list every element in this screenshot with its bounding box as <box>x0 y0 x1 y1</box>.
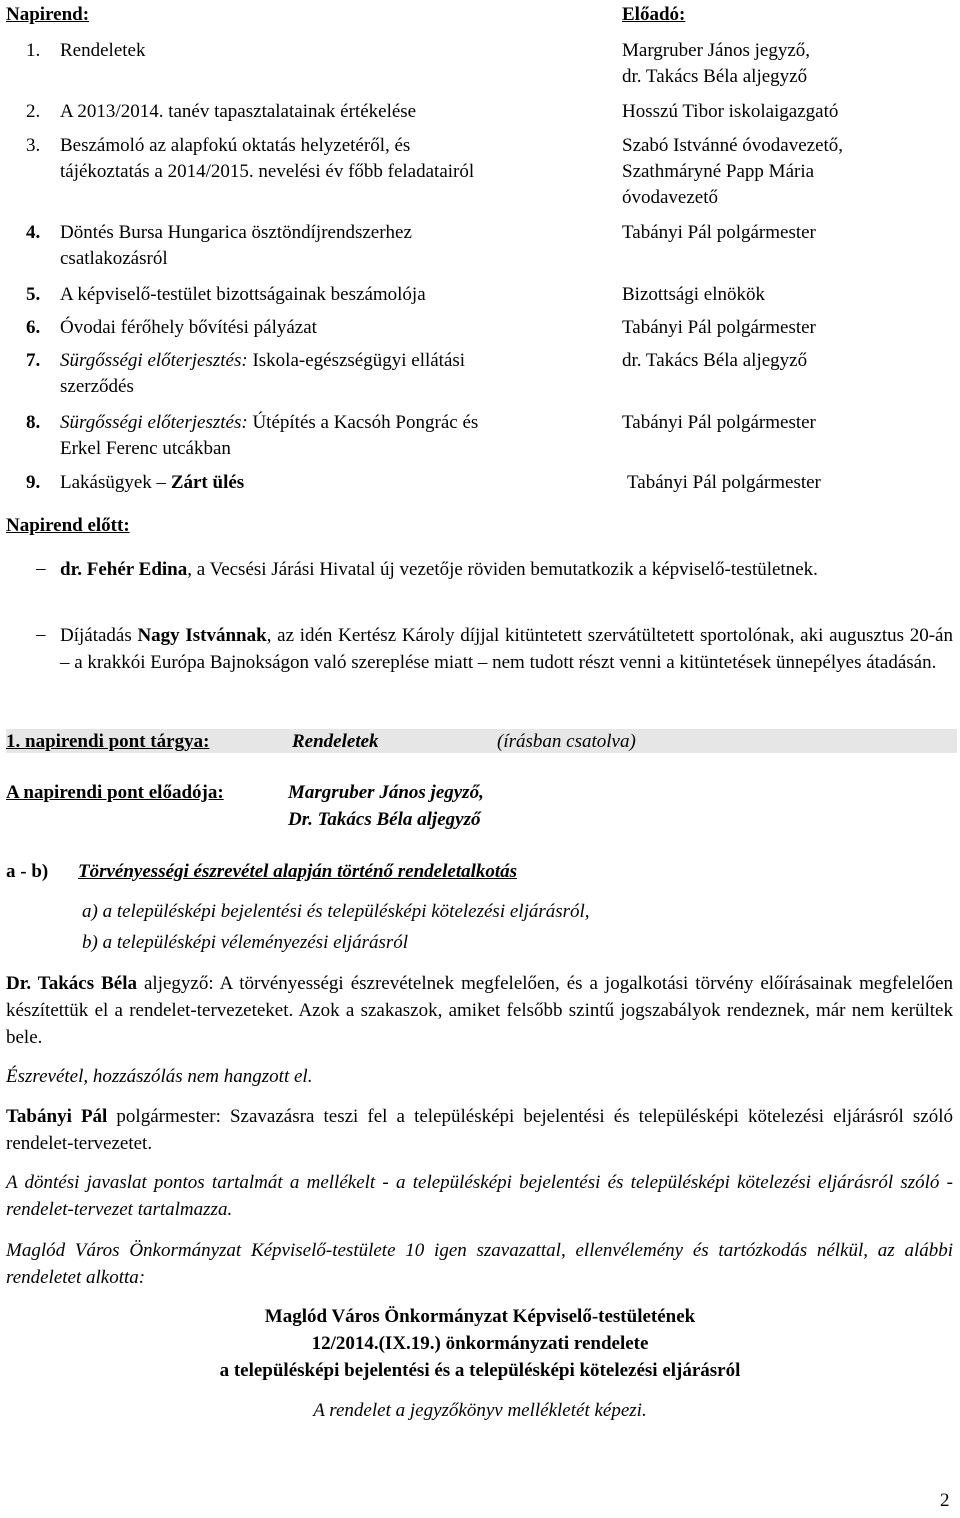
agenda-presenter: Tabányi Pál polgármester <box>622 222 816 243</box>
decree-line-1: Maglód Város Önkormányzat Képviselő-testületének <box>264 1306 696 1327</box>
agenda-title: szerződés <box>60 376 134 397</box>
paragraph-proposal: A döntési javaslat pontos tartalmát a mellékelt - a településképi bejelentési és településképi kötelezési eljárásról szóló - rendelet-tervezet tartalmazza. <box>6 1172 953 1220</box>
agenda-presenter: Margruber János jegyző, <box>622 40 811 61</box>
speaker-text: aljegyző: A törvényességi észrevételnek megfelelően, és a jogalkotási törvény előírásainak megfelelően készítettük el a rendelet-tervezeteket. Azok a szakaszok, amiket felsőbb szintű jogszabályok rendeznek, már nem kerültek bele. <box>6 973 954 1048</box>
point-heading-title: Rendeletek <box>292 731 379 752</box>
pre-agenda-text <box>60 622 953 676</box>
urgent-prefix: Sürgősségi előterjesztés: <box>60 350 248 371</box>
point-heading-label: 1. napirendi pont tárgya: <box>6 731 210 752</box>
paragraph-no-comments: Észrevétel, hozzászólás nem hangzott el. <box>6 1066 313 1087</box>
agenda-title-text: Iskola-egészségügyi ellátási <box>252 350 466 371</box>
point-presenter-name: Dr. Takács Béla aljegyző <box>288 809 481 830</box>
agenda-presenter: Szabó Istvánné óvodavezető, <box>622 135 844 156</box>
pre-agenda-start: Díjátadás <box>60 625 138 646</box>
agenda-title <box>60 410 478 436</box>
sub-item-b: b) a településképi véleményezési eljárásról <box>82 932 409 953</box>
agenda-title: Beszámoló az alapfokú oktatás helyzetéről, és <box>60 135 411 156</box>
person-name: Fehér Edina <box>86 559 188 580</box>
agenda-num: 5. <box>26 284 41 305</box>
decree-line-2: 12/2014.(IX.19.) önkormányzati rendelete <box>311 1333 649 1354</box>
agenda-num: 1. <box>26 40 41 61</box>
pre-agenda-text <box>60 556 953 583</box>
agenda-num: 9. <box>26 472 41 493</box>
agenda-title-text: Útépítés a Kacsóh Pongrác és <box>252 412 479 433</box>
point-heading-note: (írásban csatolva) <box>497 731 636 752</box>
agenda-presenter: Tabányi Pál polgármester <box>622 412 816 433</box>
page-number: 2 <box>940 1490 950 1511</box>
sub-label: a - b) <box>6 861 49 882</box>
speaker-name: Tabányi Pál <box>6 1106 108 1127</box>
urgent-prefix: Sürgősségi előterjesztés: <box>60 412 248 433</box>
agenda-num: 2. <box>26 101 41 122</box>
agenda-title: Döntés Bursa Hungarica ösztöndíjrendszerhez <box>60 222 412 243</box>
agenda-title: Rendeletek <box>60 40 146 61</box>
closed-session-label: Zárt ülés <box>170 472 245 493</box>
presenter-column-label: Előadó: <box>622 4 686 25</box>
agenda-num: 3. <box>26 135 41 156</box>
agenda-presenter: Szathmáryné Papp Mária <box>622 161 815 182</box>
point-presenter-name: Margruber János jegyző, <box>288 782 484 803</box>
pre-agenda-body: , az idén Kertész Károly díjjal kitüntetett szervátültetett sportolónak, aki augusztus 20-án – a krakkói Európa Bajnokságon való szereplése miatt – nem tudott részt venni a kitüntetések ünnepélyes átadásán. <box>60 625 953 673</box>
agenda-title: csatlakozásról <box>60 248 168 269</box>
agenda-presenter: dr. Takács Béla aljegyző <box>622 66 808 87</box>
agenda-num: 8. <box>26 412 41 433</box>
sub-title: Törvényességi észrevétel alapján történő rendeletalkotás <box>78 861 518 882</box>
agenda-num: 4. <box>26 222 41 243</box>
decree-line-3: a településképi bejelentési és a településképi kötelezési eljárásról <box>219 1360 741 1381</box>
agenda-num: 7. <box>26 350 41 371</box>
agenda-presenter: dr. Takács Béla aljegyző <box>622 350 808 371</box>
person-name-prefix: dr. <box>60 559 83 580</box>
paragraph-mayor <box>6 1103 953 1157</box>
dash-bullet: – <box>36 558 46 579</box>
pre-agenda-title: Napirend előtt: <box>6 515 130 536</box>
agenda-presenter: Tabányi Pál polgármester <box>622 317 816 338</box>
dash-bullet: – <box>36 624 46 645</box>
agenda-title <box>60 470 244 496</box>
pre-agenda-body: , a Vecsési Járási Hivatal új vezetője röviden bemutatkozik a képviselő-testületnek. <box>187 559 818 580</box>
agenda-num: 6. <box>26 317 41 338</box>
decree-note: A rendelet a jegyzőkönyv mellékletét képezi. <box>313 1400 647 1421</box>
agenda-title <box>60 348 465 374</box>
agenda-label: Napirend: <box>6 4 90 25</box>
paragraph-vote: Maglód Város Önkormányzat Képviselő-testülete 10 igen szavazattal, ellenvélemény és tartózkodás nélkül, az alábbi rendeletet alkotta: <box>6 1240 953 1288</box>
agenda-presenter: óvodavezető <box>622 187 719 208</box>
person-name: Nagy Istvánnak <box>137 625 267 646</box>
point-presenter-label: A napirendi pont előadója: <box>6 782 224 803</box>
sub-item-a: a) a településképi bejelentési és településképi kötelezési eljárásról, <box>82 901 590 922</box>
agenda-title: tájékoztatás a 2014/2015. nevelési év főbb feladatairól <box>60 161 475 182</box>
agenda-presenter: Hosszú Tibor iskolaigazgató <box>622 101 839 122</box>
speaker-name: Dr. Takács Béla <box>6 973 138 994</box>
paragraph-aljegyzo <box>6 970 953 1051</box>
agenda-presenter: Tabányi Pál polgármester <box>627 472 821 493</box>
agenda-presenter: Bizottsági elnökök <box>622 284 766 305</box>
agenda-title-text: Lakásügyek – <box>60 472 167 493</box>
agenda-title: A 2013/2014. tanév tapasztalatainak értékelése <box>60 101 417 122</box>
agenda-title: Óvodai férőhely bővítési pályázat <box>60 317 317 338</box>
agenda-title: A képviselő-testület bizottságainak beszámolója <box>60 284 426 305</box>
agenda-title: Erkel Ferenc utcákban <box>60 438 231 459</box>
speaker-text: polgármester: Szavazásra teszi fel a településképi bejelentési és településképi kötelezési eljárásról szóló rendelet-tervezetet. <box>6 1106 953 1154</box>
